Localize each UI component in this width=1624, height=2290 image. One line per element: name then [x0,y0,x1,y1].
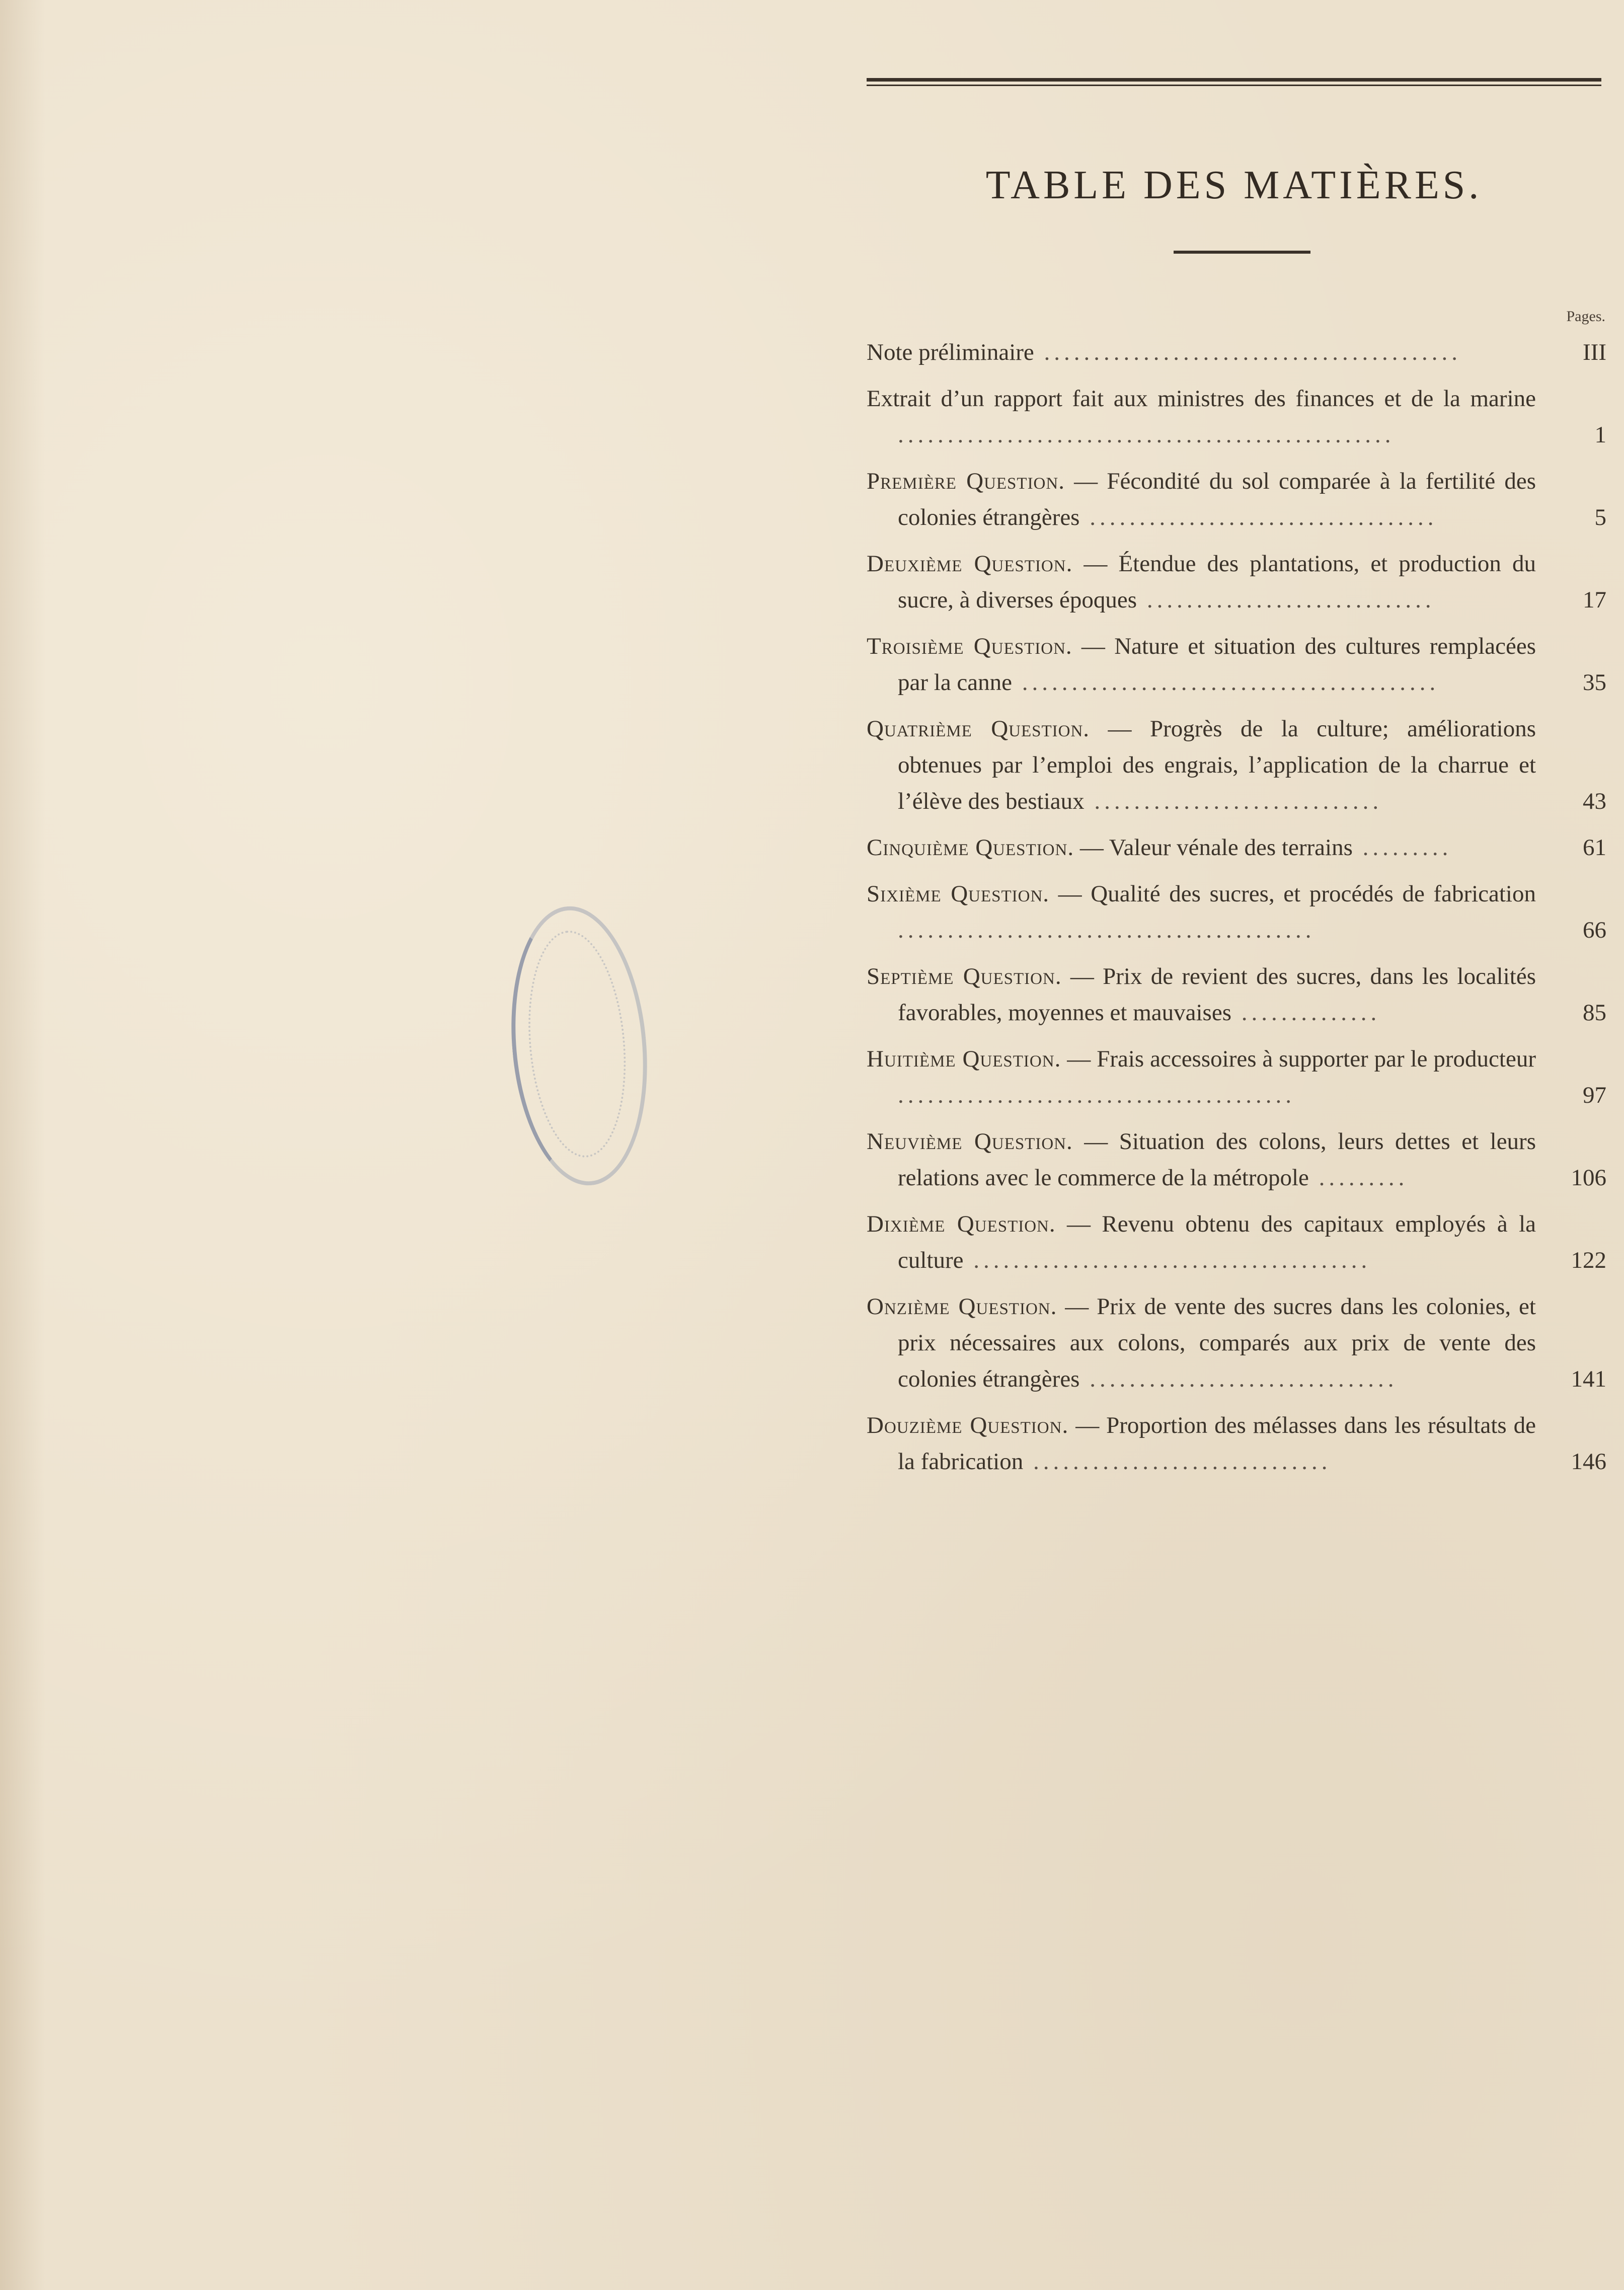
entry-lead: Dixième Question. [867,1211,1056,1237]
title-rule [1174,251,1310,254]
toc-entry [867,1288,1606,1397]
leader-dots: .......................................... [1012,669,1440,696]
pages-column-header: Pages. [1566,308,1605,325]
entry-text: — Étendue des plantations, et production du sucre, à diverses époques [898,551,1536,613]
toc-entry [867,628,1606,701]
entry-page: 146 [1571,1448,1606,1475]
toc-entry [867,1123,1606,1196]
entry-page: 1 [1594,422,1606,448]
toc-entry [867,876,1606,948]
leader-dots: ............................. [1137,587,1435,613]
entry-text: — Situation des colons, leurs dettes et leurs relations avec le commerce de la métropole [898,1128,1536,1191]
entry-lead: Cinquième Question. [867,834,1074,861]
entry-page: III [1583,339,1606,365]
table-of-contents [867,334,1606,1490]
leader-dots: ......... [1352,834,1452,861]
entry-lead: Septième Question. [867,963,1062,989]
toc-entry [867,380,1606,453]
entry-page: 5 [1594,504,1606,530]
entry-text: — Progrès de la culture; améliorations obtenues par l’emploi des engrais, l’application de la charrue et l’élève des bestiaux [898,716,1536,814]
leader-dots: ........................................ [963,1247,1371,1273]
toc-entry [867,1206,1606,1278]
entry-text: — Frais accessoires à supporter par le producteur [1067,1046,1536,1072]
entry-text: — Nature et situation des cultures remplacées par la canne [898,633,1536,696]
entry-page: 85 [1583,1000,1606,1026]
header-double-rule [867,78,1601,88]
entry-text: Note préliminaire [867,339,1034,365]
entry-text: Extrait d’un rapport fait aux ministres des finances et de la marine [867,386,1536,412]
entry-lead: Sixième Question. [867,881,1050,907]
entry-page: 141 [1571,1366,1606,1392]
entry-lead: Deuxième Question. [867,551,1073,577]
toc-entry [867,1041,1606,1113]
toc-entry [867,829,1606,866]
toc-entry [867,711,1606,819]
entry-text: — Prix de revient des sucres, dans les localités favorables, moyennes et mauvaises [898,963,1536,1026]
entry-page: 97 [1583,1082,1606,1108]
toc-entry [867,958,1606,1031]
entry-page: 17 [1583,587,1606,613]
entry-text: — Qualité des sucres, et procédés de fabrication [1058,881,1536,907]
entry-text: — Valeur vénale des terrains [1079,834,1353,861]
leader-dots: ......... [1308,1165,1409,1191]
leader-dots: ................................... [1079,504,1438,530]
library-stamp-icon [500,900,658,1191]
leader-dots: ........................................ [898,1082,1295,1108]
leader-dots: ............................... [1079,1366,1398,1392]
entry-page: 43 [1583,788,1606,814]
leader-dots: .......................................... [898,917,1316,943]
entry-page: 35 [1583,669,1606,696]
toc-entry [867,463,1606,536]
leader-dots: ............................. [1084,788,1383,814]
entry-text: — Prix de vente des sucres dans les colonies, et prix nécessaires aux colons, comparés aux prix de vente des colonies étrangères [898,1293,1536,1392]
toc-entry [867,1407,1606,1480]
entry-text: — Proportion des mélasses dans les résultats de la fabrication [898,1412,1536,1475]
entry-page: 66 [1583,917,1606,943]
leader-dots: .............................. [1023,1448,1332,1475]
entry-page: 122 [1571,1247,1606,1273]
entry-page: 106 [1571,1165,1606,1191]
leader-dots: .......................................... [1034,339,1462,365]
entry-lead: Douzième Question. [867,1412,1069,1438]
page-title: TABLE DES MATIÈRES. [985,163,1483,207]
entry-lead: Huitième Question. [867,1046,1061,1072]
entry-text: — Fécondité du sol comparée à la fertilité des colonies étrangères [898,468,1536,530]
entry-page: 61 [1583,834,1606,861]
entry-lead: Onzième Question. [867,1293,1057,1320]
leader-dots: .................................................. [898,422,1395,448]
entry-lead: Quatrième Question. [867,716,1090,742]
leader-dots: .............. [1231,1000,1381,1026]
entry-lead: Première Question. [867,468,1065,494]
toc-entry [867,334,1606,370]
entry-lead: Troisième Question. [867,633,1072,659]
entry-lead: Neuvième Question. [867,1128,1073,1155]
toc-entry [867,546,1606,618]
entry-text: — Revenu obtenu des capitaux employés à la culture [898,1211,1536,1273]
